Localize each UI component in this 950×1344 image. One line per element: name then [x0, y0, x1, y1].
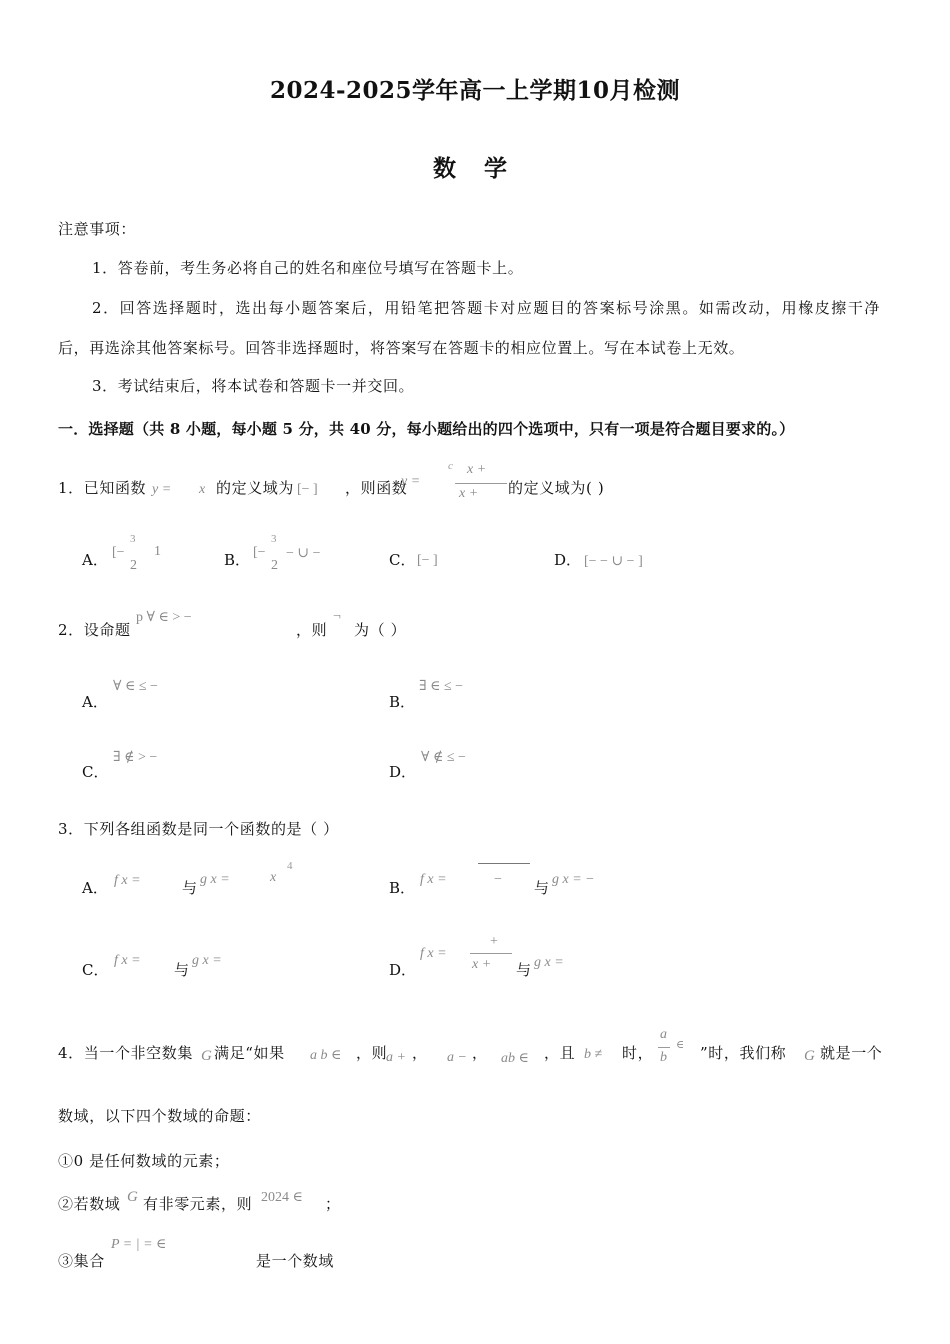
option-f: f x =	[420, 872, 447, 887]
q4-t1: 满足“如果	[214, 1044, 285, 1062]
notice-item-3: 3．考试结束后，将本试卷和答题卡一并交回。	[92, 377, 415, 395]
q2-neg: ¬	[333, 609, 341, 624]
q4-t5: ，且	[544, 1044, 576, 1062]
q1-prefix: 1．已知函数	[58, 479, 147, 497]
option-sub: 2	[271, 558, 278, 573]
option-g: g x =	[192, 953, 222, 968]
option-conj: 与	[534, 879, 550, 897]
option-label: C．	[82, 763, 109, 781]
option-label: C．	[82, 961, 109, 979]
option-label: A．	[82, 879, 108, 897]
q4-m4: ab ∈	[501, 1051, 529, 1066]
q4-stmt2-prefix: ②若数域	[58, 1195, 121, 1213]
option-conj: 与	[174, 961, 190, 979]
q4-stmt2-G: G	[127, 1189, 138, 1205]
q2-mid: ，则	[296, 621, 328, 639]
frac-line	[470, 953, 512, 954]
q4-m5: b ≠	[584, 1047, 603, 1062]
option-tail: − ∪ −	[286, 546, 321, 561]
q4-m2: a +	[386, 1050, 406, 1065]
q4-t4: ，	[472, 1044, 488, 1062]
q4-m6: ∈	[676, 1039, 685, 1051]
section-heading: 一．选择题（共 8 小题，每小题 5 分，共 40 分，每小题给出的四个选项中，只有一项是符合题目要求的。）	[58, 420, 795, 438]
q4-t2: ，则	[356, 1044, 388, 1062]
q4-set-G2: G	[804, 1048, 815, 1064]
q4-line2: 数域，以下四个数域的命题：	[58, 1107, 261, 1125]
q4-frac-line	[658, 1047, 670, 1048]
q1-mid2: ，则函数	[345, 479, 408, 497]
q2-suffix: 为（ ）	[354, 621, 407, 639]
option-f: f x =	[420, 946, 447, 961]
q4-t7: ”时，我们称	[700, 1044, 787, 1062]
q4-m3: a −	[447, 1050, 467, 1065]
option-label: A．	[82, 551, 108, 569]
notice-item-2-cont: 后，再选涂其他答案标号。回答非选择题时，将答案写在答题卡的相应位置上。写在本试卷上无效。	[58, 339, 745, 357]
exam-subject: 数 学	[432, 155, 517, 182]
q1-suffix: 的定义域为( )	[508, 479, 605, 497]
q1-math-y: y =	[152, 482, 172, 497]
q4-stmt3-prefix: ③集合	[58, 1252, 105, 1270]
q4-stmt3-math: P = | = ∈	[111, 1237, 167, 1252]
q2-prefix: 2．设命题	[58, 621, 131, 639]
option-conj: 与	[516, 961, 532, 979]
q4-frac-den: b	[660, 1050, 667, 1065]
q2-proposition: p ∀ ∈ > −	[136, 610, 192, 625]
q4-frac-num: a	[660, 1027, 667, 1042]
option-g: g x = −	[552, 872, 595, 887]
option-math: [− − ∪ − ]	[584, 554, 643, 569]
q3-text: 3．下列各组函数是同一个函数的是（ ）	[58, 820, 339, 838]
option-sup: 3	[271, 533, 277, 545]
notice-item-1: 1．答卷前，考生务必将自己的姓名和座位号填写在答题卡上。	[92, 259, 524, 277]
option-f: f x =	[114, 873, 141, 888]
exam-title: 2024-2025学年高一上学期10月检测	[269, 77, 681, 104]
option-g: g x =	[200, 872, 230, 887]
option-f: f x =	[114, 953, 141, 968]
option-math: [−	[112, 545, 125, 560]
q1-domain: [− ]	[297, 482, 318, 497]
q1-frac-den: x +	[459, 486, 479, 501]
q4-stmt2-suffix: ；	[325, 1195, 341, 1213]
notice-heading: 注意事项：	[58, 220, 137, 238]
q1-mid1: 的定义域为	[216, 479, 295, 497]
q1-frac-line	[455, 483, 507, 484]
q1-math-x: x	[199, 482, 206, 497]
option-sub: 2	[130, 558, 137, 573]
option-g: g x =	[534, 955, 564, 970]
notice-item-2: 2．回答选择题时，选出每小题答案后，用铅笔把答题卡对应题目的答案标号涂黑。如需改动，用橡皮擦干净	[92, 299, 881, 317]
option-label: C．	[389, 551, 416, 569]
q1-math-y2: y =	[401, 474, 421, 489]
q4-statement-1: ①0 是任何数域的元素；	[58, 1152, 230, 1170]
q4-t8: 就是一个	[820, 1044, 883, 1062]
option-label: D．	[554, 551, 582, 569]
q4-stmt3-suffix: 是一个数域	[256, 1252, 335, 1270]
option-math: [−	[253, 545, 266, 560]
option-math: ∃ ∈ ≤ −	[419, 679, 464, 694]
option-tail: 1	[154, 544, 161, 559]
q4-m1: a b ∈	[310, 1048, 342, 1063]
sqrt-bar	[478, 863, 530, 864]
option-extra: x	[270, 870, 277, 885]
q1-frac-num: x +	[467, 462, 487, 477]
option-math: ∃ ∉ > −	[113, 750, 158, 765]
option-sup: 3	[130, 533, 136, 545]
option-conj: 与	[182, 879, 198, 897]
q4-stmt2-mid: 有非零元素，则	[143, 1195, 253, 1213]
option-label: B．	[224, 551, 251, 569]
option-math: ∀ ∉ ≤ −	[421, 750, 466, 765]
option-math: [− ]	[417, 553, 438, 568]
q4-t3: ，	[412, 1044, 428, 1062]
option-math: ∀ ∈ ≤ −	[113, 679, 158, 694]
option-label: B．	[389, 879, 416, 897]
option-extra: −	[494, 872, 502, 887]
q4-t6: 时，	[622, 1044, 654, 1062]
q4-set-G: G	[201, 1048, 212, 1064]
option-label: D．	[389, 763, 417, 781]
q4-stmt2-math: 2024 ∈	[261, 1190, 303, 1205]
q1-math-sup: c	[448, 460, 453, 472]
option-sup: 4	[287, 860, 293, 872]
option-label: A．	[82, 693, 108, 711]
option-den: x +	[472, 957, 492, 972]
option-label: D．	[389, 961, 417, 979]
q4-prefix: 4．当一个非空数集	[58, 1044, 193, 1062]
option-num: +	[490, 934, 498, 949]
option-label: B．	[389, 693, 416, 711]
